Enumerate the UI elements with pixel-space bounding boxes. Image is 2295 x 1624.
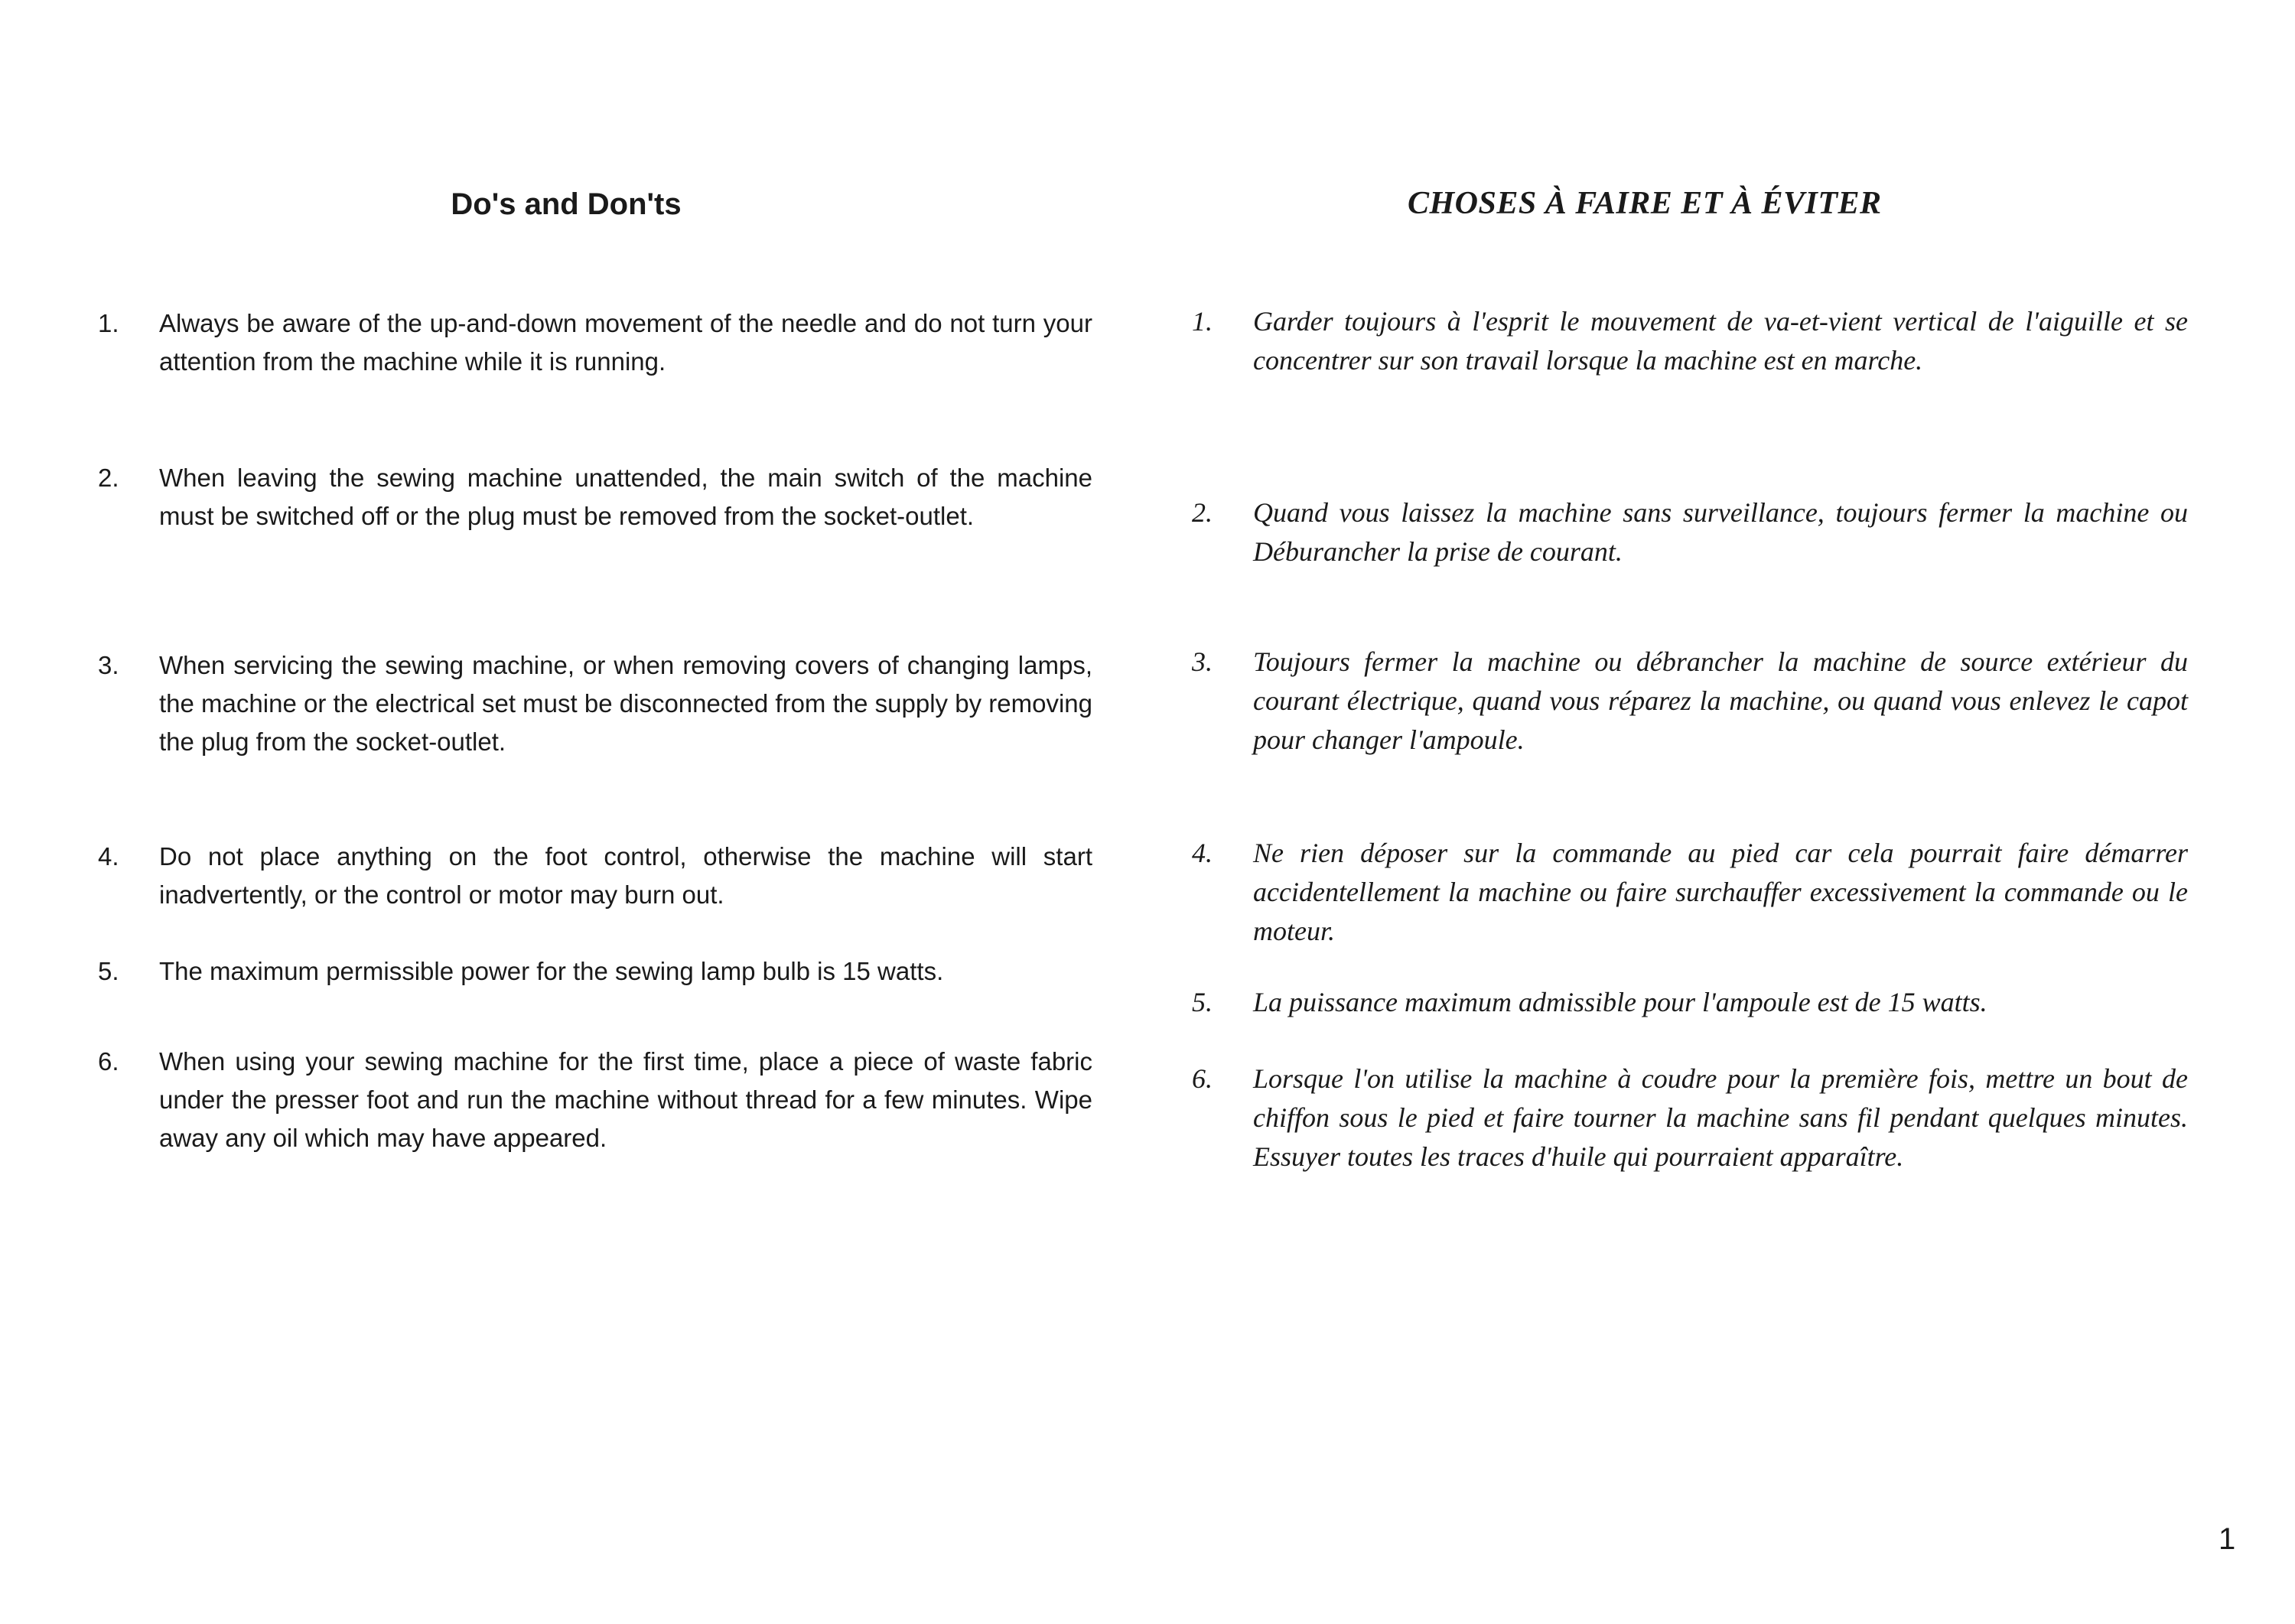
item-text: La puissance maximum admissible pour l'ampoule est de 15 watts. xyxy=(1253,987,1987,1017)
english-item xyxy=(98,838,1092,914)
item-text: The maximum permissible power for the sewing lamp bulb is 15 watts. xyxy=(159,957,944,985)
english-item xyxy=(98,1043,1092,1157)
item-text: Do not place anything on the foot control, otherwise the machine will start inadvertently, or the control or motor may burn out. xyxy=(159,842,1092,909)
item-number: 1. xyxy=(98,309,119,337)
french-item xyxy=(1192,834,2188,951)
item-number: 1. xyxy=(1192,306,1213,337)
item-number: 6. xyxy=(1192,1063,1213,1094)
item-number: 2. xyxy=(1192,497,1213,528)
item-number: 2. xyxy=(98,464,119,492)
item-text: Always be aware of the up-and-down movement of the needle and do not turn your attention from the machine while it is running. xyxy=(159,309,1092,376)
item-number: 4. xyxy=(1192,838,1213,868)
item-number: 6. xyxy=(98,1047,119,1076)
french-item xyxy=(1192,643,2188,760)
item-text: When leaving the sewing machine unattended, the main switch of the machine must be switched off or the plug must be removed from the socket-outlet. xyxy=(159,464,1092,530)
item-text: Garder toujours à l'esprit le mouvement de va-et-vient vertical de l'aiguille et se concentrer sur son travail lorsque la machine est en marche. xyxy=(1253,306,2188,376)
english-item xyxy=(98,646,1092,761)
item-number: 3. xyxy=(1192,646,1213,677)
item-number: 4. xyxy=(98,842,119,871)
item-text: When servicing the sewing machine, or when removing covers of changing lamps, the machine or the electrical set must be disconnected from the supply by removing the plug from the socket-outlet. xyxy=(159,651,1092,756)
english-item xyxy=(98,304,1092,381)
item-number: 3. xyxy=(98,651,119,679)
item-text: Lorsque l'on utilise la machine à coudre pour la première fois, mettre un bout de chiffon sous le pied et faire tourner la machine sans fil pendant quelques minutes. Essuyer toutes les traces d'huile qui pourraient apparaître. xyxy=(1253,1063,2188,1172)
french-item xyxy=(1192,302,2188,380)
page-number: 1 xyxy=(2218,1522,2236,1556)
item-number: 5. xyxy=(98,957,119,985)
item-text: Quand vous laissez la machine sans surveillance, toujours fermer la machine ou Déburancher la prise de courant. xyxy=(1253,497,2188,567)
french-item xyxy=(1192,1059,2188,1177)
english-title: Do's and Don'ts xyxy=(451,187,682,221)
item-number: 5. xyxy=(1192,987,1213,1017)
french-item xyxy=(1192,493,2188,571)
item-text: When using your sewing machine for the first time, place a piece of waste fabric under the presser foot and run the machine without thread for a few minutes. Wipe away any oil which may have appeared. xyxy=(159,1047,1092,1152)
item-text: Ne rien déposer sur la commande au pied car cela pourrait faire démarrer accidentellement la machine ou faire surchauffer excessivement la commande ou le moteur. xyxy=(1253,838,2188,946)
french-item xyxy=(1192,983,2188,1022)
english-item xyxy=(98,459,1092,535)
english-item xyxy=(98,952,1092,991)
item-text: Toujours fermer la machine ou débrancher la machine de source extérieur du courant électrique, quand vous réparez la machine, ou quand vous enlevez le capot pour changer l'ampoule. xyxy=(1253,646,2188,755)
french-title: CHOSES À FAIRE ET À ÉVITER xyxy=(1408,186,1882,221)
